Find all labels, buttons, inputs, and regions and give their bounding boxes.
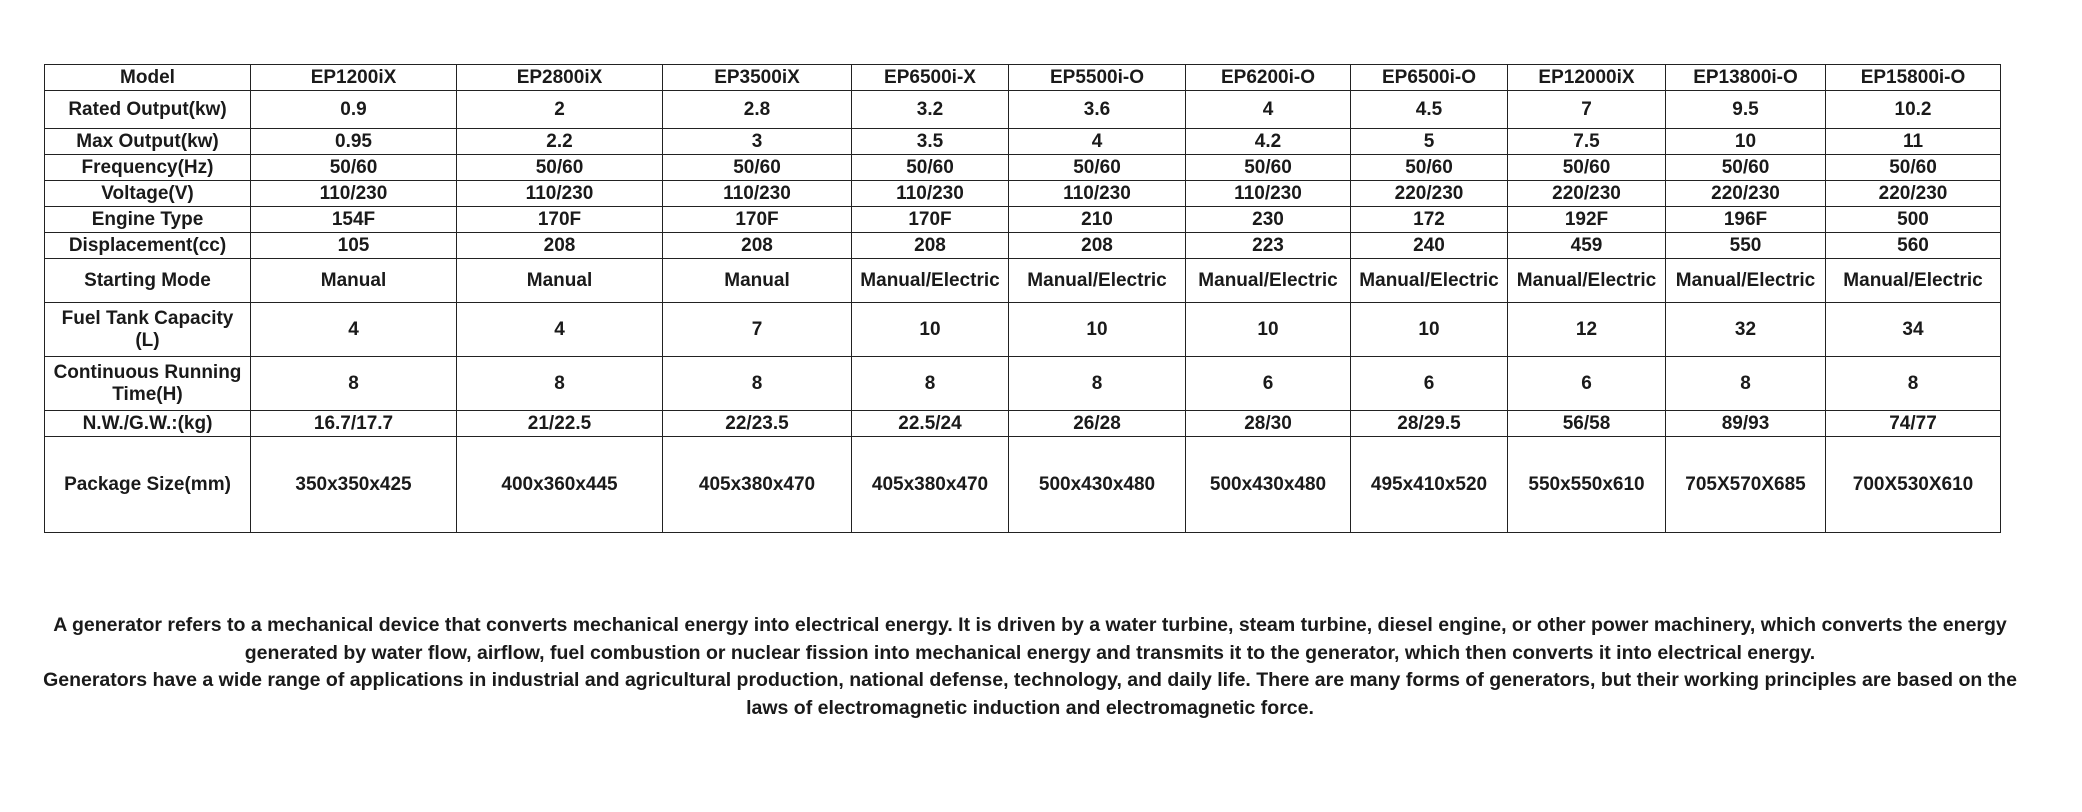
table-cell: Manual/Electric — [852, 259, 1009, 303]
table-cell: 10 — [852, 303, 1009, 357]
table-cell: 700X530X610 — [1826, 437, 2001, 533]
table-cell: 500x430x480 — [1009, 437, 1186, 533]
table-cell: 500 — [1826, 207, 2001, 233]
description-paragraph-1: A generator refers to a mechanical device that converts mechanical energy into electrical energy. It is driven by a water turbine, steam turbine, diesel engine, or other power machinery, which converts the energy generated by water flow, airflow, fuel combustion or nuclear fission into mechanical energy and transmits it to the generator, which then converts it into electrical energy. — [53, 614, 2007, 664]
table-row — [45, 303, 2001, 357]
table-cell: 7 — [1508, 91, 1666, 129]
table-cell: 3.5 — [852, 129, 1009, 155]
model-header-cell: EP6500i-O — [1351, 65, 1508, 91]
table-row — [45, 181, 2001, 207]
table-cell: 50/60 — [457, 155, 663, 181]
table-cell: 12 — [1508, 303, 1666, 357]
table-cell: Manual — [457, 259, 663, 303]
model-header-cell: EP13800i-O — [1666, 65, 1826, 91]
table-cell: 230 — [1186, 207, 1351, 233]
table-cell: 10.2 — [1826, 91, 2001, 129]
table-cell: 220/230 — [1826, 181, 2001, 207]
table-cell: Manual — [251, 259, 457, 303]
model-header-cell: EP1200iX — [251, 65, 457, 91]
table-cell: 34 — [1826, 303, 2001, 357]
model-header-cell: EP6200i-O — [1186, 65, 1351, 91]
table-row — [45, 155, 2001, 181]
table-cell: 192F — [1508, 207, 1666, 233]
row-label: Fuel Tank Capacity (L) — [45, 303, 251, 357]
table-cell: 11 — [1826, 129, 2001, 155]
table-header-row — [45, 65, 2001, 91]
table-cell: 210 — [1009, 207, 1186, 233]
model-header-cell: EP3500iX — [663, 65, 852, 91]
table-cell: 208 — [457, 233, 663, 259]
table-cell: 6 — [1351, 357, 1508, 411]
table-cell: 4 — [1186, 91, 1351, 129]
table-cell: Manual/Electric — [1666, 259, 1826, 303]
table-cell: 3.2 — [852, 91, 1009, 129]
table-cell: 10 — [1186, 303, 1351, 357]
table-cell: 405x380x470 — [663, 437, 852, 533]
table-cell: 223 — [1186, 233, 1351, 259]
table-cell: 9.5 — [1666, 91, 1826, 129]
table-cell: 50/60 — [1351, 155, 1508, 181]
table-cell: 2.8 — [663, 91, 852, 129]
table-cell: 10 — [1666, 129, 1826, 155]
table-cell: 5 — [1351, 129, 1508, 155]
table-cell: 26/28 — [1009, 411, 1186, 437]
table-row — [45, 437, 2001, 533]
table-cell: 4.2 — [1186, 129, 1351, 155]
table-cell: 6 — [1508, 357, 1666, 411]
table-cell: 0.9 — [251, 91, 457, 129]
table-cell: Manual — [663, 259, 852, 303]
table-cell: 89/93 — [1666, 411, 1826, 437]
table-cell: 50/60 — [852, 155, 1009, 181]
table-cell: Manual/Electric — [1351, 259, 1508, 303]
table-cell: 705X570X685 — [1666, 437, 1826, 533]
table-cell: 208 — [1009, 233, 1186, 259]
row-label: Model — [45, 65, 251, 91]
model-header-cell: EP2800iX — [457, 65, 663, 91]
table-cell: 170F — [663, 207, 852, 233]
table-cell: Manual/Electric — [1186, 259, 1351, 303]
table-cell: 4.5 — [1351, 91, 1508, 129]
table-cell: 3 — [663, 129, 852, 155]
table-cell: 50/60 — [663, 155, 852, 181]
table-cell: 172 — [1351, 207, 1508, 233]
table-cell: 7.5 — [1508, 129, 1666, 155]
table-cell: 2.2 — [457, 129, 663, 155]
table-cell: 28/30 — [1186, 411, 1351, 437]
table-cell: 220/230 — [1508, 181, 1666, 207]
table-cell: 6 — [1186, 357, 1351, 411]
table-cell: 154F — [251, 207, 457, 233]
table-cell: 220/230 — [1666, 181, 1826, 207]
table-cell: 3.6 — [1009, 91, 1186, 129]
table-cell: 110/230 — [1186, 181, 1351, 207]
table-cell: 400x360x445 — [457, 437, 663, 533]
table-cell: 4 — [251, 303, 457, 357]
table-cell: 8 — [251, 357, 457, 411]
row-label: Engine Type — [45, 207, 251, 233]
row-label: Package Size(mm) — [45, 437, 251, 533]
table-cell: 500x430x480 — [1186, 437, 1351, 533]
table-cell: 8 — [663, 357, 852, 411]
table-cell: 56/58 — [1508, 411, 1666, 437]
table-cell: 2 — [457, 91, 663, 129]
table-cell: 459 — [1508, 233, 1666, 259]
table-cell: Manual/Electric — [1009, 259, 1186, 303]
table-cell: 50/60 — [1186, 155, 1351, 181]
table-cell: 8 — [1826, 357, 2001, 411]
table-row — [45, 357, 2001, 411]
table-cell: 170F — [457, 207, 663, 233]
table-cell: 8 — [457, 357, 663, 411]
table-cell: 550x550x610 — [1508, 437, 1666, 533]
table-cell: 550 — [1666, 233, 1826, 259]
table-row — [45, 129, 2001, 155]
table-cell: 208 — [852, 233, 1009, 259]
table-cell: 4 — [1009, 129, 1186, 155]
table-cell: 28/29.5 — [1351, 411, 1508, 437]
row-label: Voltage(V) — [45, 181, 251, 207]
table-cell: 50/60 — [1508, 155, 1666, 181]
table-cell: 10 — [1351, 303, 1508, 357]
table-cell: Manual/Electric — [1826, 259, 2001, 303]
model-header-cell: EP6500i-X — [852, 65, 1009, 91]
row-label: N.W./G.W.:(kg) — [45, 411, 251, 437]
row-label: Rated Output(kw) — [45, 91, 251, 129]
table-cell: Manual/Electric — [1508, 259, 1666, 303]
table-row — [45, 233, 2001, 259]
table-cell: 220/230 — [1351, 181, 1508, 207]
table-cell: 105 — [251, 233, 457, 259]
generator-spec-table — [44, 64, 2001, 533]
table-cell: 50/60 — [1009, 155, 1186, 181]
table-cell: 405x380x470 — [852, 437, 1009, 533]
table-cell: 208 — [663, 233, 852, 259]
table-cell: 196F — [1666, 207, 1826, 233]
table-cell: 50/60 — [1826, 155, 2001, 181]
table-cell: 50/60 — [251, 155, 457, 181]
table-cell: 7 — [663, 303, 852, 357]
table-cell: 4 — [457, 303, 663, 357]
table-cell: 110/230 — [663, 181, 852, 207]
row-label: Starting Mode — [45, 259, 251, 303]
description-paragraph-2: Generators have a wide range of applications in industrial and agricultural production, national defense, technology, and daily life. There are many forms of generators, but their working principles are based on the laws of electromagnetic induction and electromagnetic force. — [43, 669, 2017, 719]
row-label: Max Output(kw) — [45, 129, 251, 155]
table-cell: 22/23.5 — [663, 411, 852, 437]
description-notes — [40, 612, 2020, 722]
table-cell: 74/77 — [1826, 411, 2001, 437]
model-header-cell: EP15800i-O — [1826, 65, 2001, 91]
table-row — [45, 207, 2001, 233]
table-cell: 32 — [1666, 303, 1826, 357]
row-label: Continuous Running Time(H) — [45, 357, 251, 411]
table-cell: 110/230 — [852, 181, 1009, 207]
table-row — [45, 259, 2001, 303]
table-cell: 8 — [1666, 357, 1826, 411]
table-cell: 22.5/24 — [852, 411, 1009, 437]
table-cell: 170F — [852, 207, 1009, 233]
table-row — [45, 91, 2001, 129]
table-row — [45, 411, 2001, 437]
row-label: Frequency(Hz) — [45, 155, 251, 181]
table-cell: 495x410x520 — [1351, 437, 1508, 533]
table-cell: 240 — [1351, 233, 1508, 259]
table-cell: 560 — [1826, 233, 2001, 259]
table-cell: 0.95 — [251, 129, 457, 155]
table-cell: 110/230 — [1009, 181, 1186, 207]
table-cell: 110/230 — [457, 181, 663, 207]
model-header-cell: EP5500i-O — [1009, 65, 1186, 91]
table-cell: 10 — [1009, 303, 1186, 357]
model-header-cell: EP12000iX — [1508, 65, 1666, 91]
table-cell: 21/22.5 — [457, 411, 663, 437]
table-cell: 8 — [852, 357, 1009, 411]
table-cell: 110/230 — [251, 181, 457, 207]
table-cell: 350x350x425 — [251, 437, 457, 533]
table-cell: 8 — [1009, 357, 1186, 411]
table-cell: 50/60 — [1666, 155, 1826, 181]
table-cell: 16.7/17.7 — [251, 411, 457, 437]
row-label: Displacement(cc) — [45, 233, 251, 259]
